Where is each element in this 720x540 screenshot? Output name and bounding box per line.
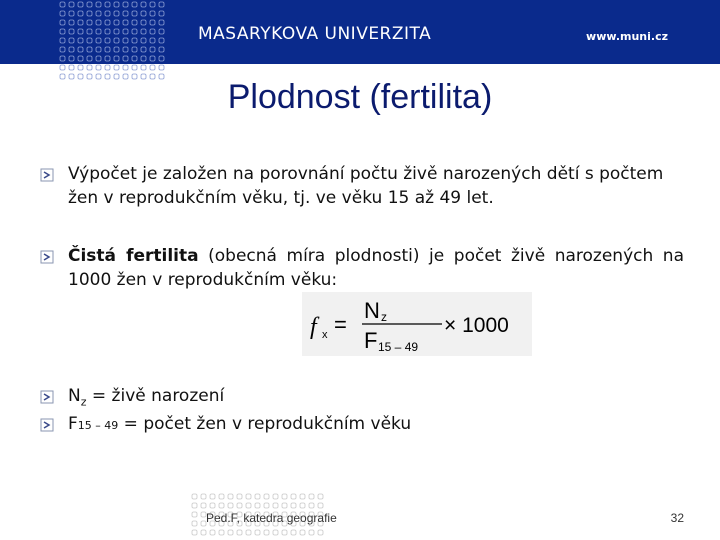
grid-dot — [69, 2, 74, 7]
grid-dot — [69, 11, 74, 16]
grid-dot — [255, 503, 260, 508]
grid-dot — [318, 494, 323, 499]
grid-dot — [228, 494, 233, 499]
website-url[interactable]: www.muni.cz — [586, 30, 668, 43]
symbol-n-sub: z — [80, 395, 87, 409]
grid-dot — [60, 38, 65, 43]
grid-dot — [159, 11, 164, 16]
grid-dot — [219, 494, 224, 499]
page-number: 32 — [670, 511, 684, 525]
formula-denominator: F — [364, 328, 378, 353]
term-bold: Čistá fertilita — [68, 246, 199, 266]
grid-dot — [132, 38, 137, 43]
grid-dot — [219, 530, 224, 535]
grid-dot — [123, 65, 128, 70]
grid-dot — [132, 2, 137, 7]
grid-dot — [300, 494, 305, 499]
arrow-box-bullet-icon — [40, 390, 56, 404]
grid-dot — [78, 29, 83, 34]
arrow-box-bullet-icon — [40, 418, 56, 432]
grid-dot — [282, 530, 287, 535]
symbol-n: N — [68, 386, 81, 406]
grid-dot — [96, 11, 101, 16]
grid-dot — [60, 2, 65, 7]
symbol-n-definition: = živě narození — [86, 386, 225, 406]
grid-dot — [105, 65, 110, 70]
grid-dot — [210, 503, 215, 508]
grid-dot — [141, 20, 146, 25]
grid-dot — [291, 530, 296, 535]
grid-dot — [96, 2, 101, 7]
grid-dot — [300, 503, 305, 508]
grid-dot — [237, 494, 242, 499]
grid-dot — [264, 494, 269, 499]
grid-dot — [96, 56, 101, 61]
grid-dot — [273, 503, 278, 508]
grid-dot — [69, 56, 74, 61]
grid-dot — [87, 56, 92, 61]
grid-dot — [114, 20, 119, 25]
grid-dot — [159, 65, 164, 70]
grid-dot — [123, 11, 128, 16]
grid-dot — [78, 47, 83, 52]
symbol-f: F — [68, 414, 78, 434]
arrow-box-bullet-icon — [40, 250, 56, 264]
grid-dot — [114, 56, 119, 61]
grid-dot — [141, 38, 146, 43]
grid-dot — [192, 512, 197, 517]
grid-dot — [246, 503, 251, 508]
symbol-f-definition: = počet žen v reprodukčním věku — [118, 414, 412, 434]
grid-dot — [150, 65, 155, 70]
grid-dot — [105, 20, 110, 25]
bullet-text-2 — [68, 244, 684, 292]
grid-dot — [309, 494, 314, 499]
grid-dot — [69, 65, 74, 70]
grid-dot — [123, 56, 128, 61]
grid-dot — [60, 20, 65, 25]
grid-dot — [150, 47, 155, 52]
grid-dot — [291, 503, 296, 508]
grid-dot — [159, 20, 164, 25]
grid-dot — [114, 29, 119, 34]
grid-dot — [192, 503, 197, 508]
grid-dot — [132, 56, 137, 61]
grid-dot — [282, 494, 287, 499]
grid-dot — [210, 494, 215, 499]
grid-dot — [69, 20, 74, 25]
grid-dot — [291, 494, 296, 499]
grid-dot — [87, 29, 92, 34]
grid-dot — [78, 11, 83, 16]
grid-dot — [123, 38, 128, 43]
grid-dot — [309, 530, 314, 535]
grid-dot — [282, 503, 287, 508]
grid-dot — [201, 530, 206, 535]
grid-dot — [123, 20, 128, 25]
formula-denominator-sub: 15 – 49 — [378, 340, 419, 354]
grid-dot — [96, 20, 101, 25]
grid-dot — [141, 11, 146, 16]
grid-dot — [255, 530, 260, 535]
bullet-text-3 — [68, 384, 684, 414]
grid-dot — [237, 503, 242, 508]
grid-dot — [87, 65, 92, 70]
grid-dot — [141, 65, 146, 70]
grid-dot — [60, 11, 65, 16]
grid-dot — [141, 29, 146, 34]
grid-dot — [96, 65, 101, 70]
formula-numerator-sub: z — [381, 310, 387, 324]
grid-dot — [141, 2, 146, 7]
grid-dot — [69, 29, 74, 34]
grid-dot — [228, 503, 233, 508]
grid-dot — [318, 530, 323, 535]
formula-image — [302, 292, 532, 356]
formula-lhs-sub: x — [322, 329, 328, 341]
grid-dot — [123, 29, 128, 34]
grid-dot — [105, 56, 110, 61]
grid-dot — [141, 47, 146, 52]
bullet-text-4 — [68, 412, 684, 438]
grid-dot — [114, 65, 119, 70]
grid-dot — [105, 2, 110, 7]
grid-dot — [264, 503, 269, 508]
grid-dot — [237, 530, 242, 535]
grid-dot — [273, 530, 278, 535]
grid-dot — [78, 65, 83, 70]
grid-dot — [150, 20, 155, 25]
grid-dot — [87, 47, 92, 52]
symbol-f-sub: 15 – 49 — [77, 419, 119, 432]
grid-dot — [114, 47, 119, 52]
dot-grid-decoration — [58, 0, 166, 80]
grid-dot — [159, 2, 164, 7]
grid-dot — [60, 47, 65, 52]
grid-dot — [78, 2, 83, 7]
grid-dot — [87, 38, 92, 43]
slide-title: Plodnost (fertilita) — [227, 78, 493, 116]
grid-dot — [132, 11, 137, 16]
grid-dot — [87, 20, 92, 25]
grid-dot — [96, 38, 101, 43]
bullet-text-1: Výpočet je založen na porovnání počtu živě narozených dětí s počtem žen v reprodukčním věku, tj. ve věku 15 až 49 let. — [68, 164, 664, 208]
grid-dot — [114, 11, 119, 16]
grid-dot — [123, 2, 128, 7]
grid-dot — [78, 56, 83, 61]
grid-dot — [159, 29, 164, 34]
grid-dot — [132, 47, 137, 52]
university-name: MASARYKOVA UNIVERZITA — [198, 24, 432, 44]
grid-dot — [150, 56, 155, 61]
footer-text: Ped.F, katedra geografie — [206, 511, 337, 525]
grid-dot — [150, 2, 155, 7]
grid-dot — [96, 47, 101, 52]
grid-dot — [141, 56, 146, 61]
grid-dot — [228, 530, 233, 535]
grid-dot — [60, 56, 65, 61]
formula-equals: = — [334, 312, 347, 337]
grid-dot — [69, 38, 74, 43]
grid-dot — [105, 29, 110, 34]
grid-dot — [123, 47, 128, 52]
grid-dot — [105, 47, 110, 52]
grid-dot — [105, 11, 110, 16]
grid-dot — [87, 11, 92, 16]
formula-multiplier: × 1000 — [444, 314, 509, 337]
grid-dot — [60, 29, 65, 34]
grid-dot — [264, 530, 269, 535]
grid-dot — [246, 494, 251, 499]
grid-dot — [150, 29, 155, 34]
formula-numerator: N — [364, 298, 380, 323]
grid-dot — [150, 11, 155, 16]
grid-dot — [201, 494, 206, 499]
grid-dot — [201, 503, 206, 508]
grid-dot — [96, 29, 101, 34]
grid-dot — [210, 530, 215, 535]
grid-dot — [159, 56, 164, 61]
grid-dot — [132, 29, 137, 34]
grid-dot — [159, 47, 164, 52]
grid-dot — [132, 20, 137, 25]
arrow-box-bullet-icon — [40, 168, 56, 182]
grid-dot — [273, 494, 278, 499]
grid-dot — [78, 38, 83, 43]
formula-lhs: f — [310, 314, 317, 340]
grid-dot — [159, 38, 164, 43]
grid-dot — [87, 2, 92, 7]
grid-dot — [192, 530, 197, 535]
grid-dot — [192, 494, 197, 499]
grid-dot — [246, 530, 251, 535]
grid-dot — [114, 38, 119, 43]
grid-dot — [78, 20, 83, 25]
grid-dot — [300, 530, 305, 535]
term-definition: (obecná míra plodnosti) je počet živě narozených na 1000 žen v reprodukčním věku: — [68, 246, 684, 290]
grid-dot — [255, 494, 260, 499]
grid-dot — [318, 503, 323, 508]
formula-svg — [302, 292, 532, 356]
grid-dot — [132, 65, 137, 70]
grid-dot — [309, 503, 314, 508]
grid-dot — [150, 38, 155, 43]
grid-dot — [192, 521, 197, 526]
grid-dot — [219, 503, 224, 508]
grid-dot — [105, 38, 110, 43]
grid-dot — [69, 47, 74, 52]
grid-dot — [114, 2, 119, 7]
grid-dot — [60, 65, 65, 70]
